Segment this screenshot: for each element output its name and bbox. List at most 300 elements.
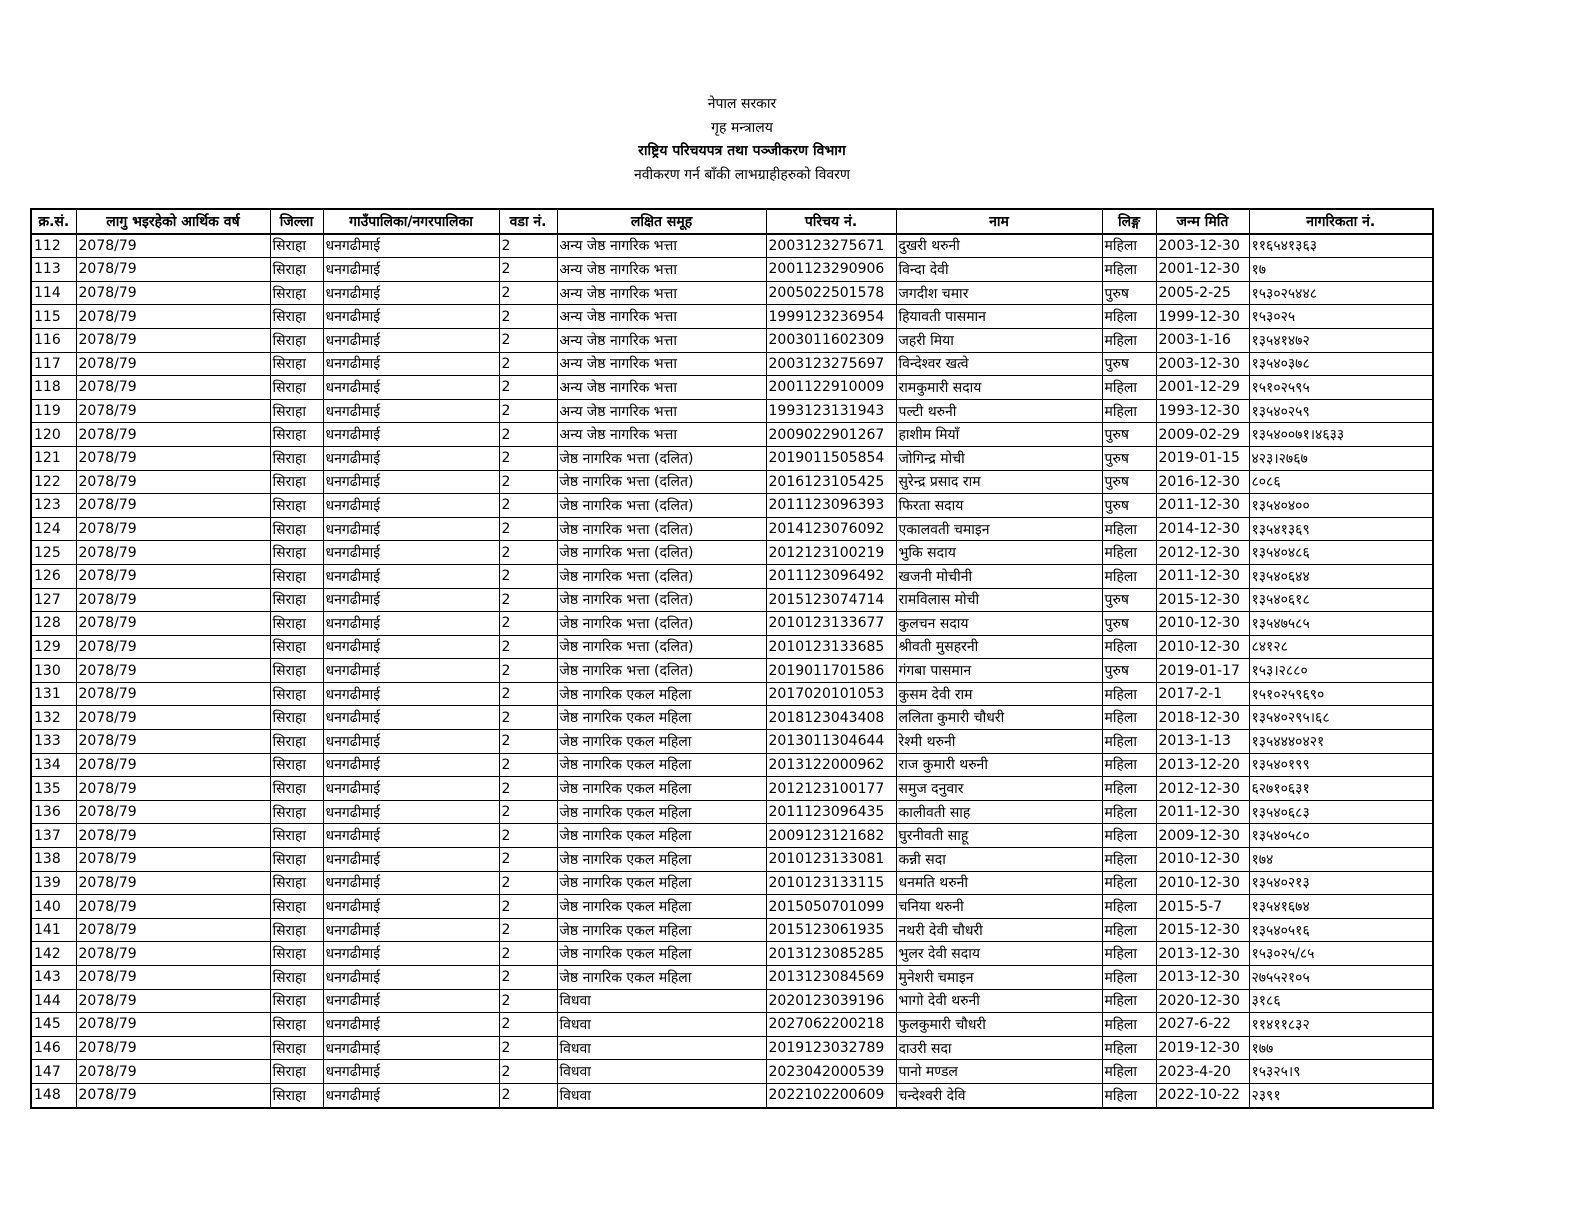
table-cell: १३५४०५१६ xyxy=(1249,918,1433,942)
table-cell: 2078/79 xyxy=(76,848,270,872)
table-cell: 146 xyxy=(31,1036,76,1060)
table-cell: 2015123061935 xyxy=(766,918,896,942)
table-cell: 2005-2-25 xyxy=(1156,281,1249,305)
table-cell: अन्य जेष्ठ नागरिक भत्ता xyxy=(557,376,766,400)
table-row xyxy=(31,1083,1433,1107)
table-cell: 2 xyxy=(499,470,557,494)
table-cell: 2013122000962 xyxy=(766,753,896,777)
table-cell: 2 xyxy=(499,564,557,588)
table-cell: 2 xyxy=(499,305,557,329)
table-cell: सिराहा xyxy=(270,1036,323,1060)
table-cell: 2009022901267 xyxy=(766,423,896,447)
table-cell: धनगढीमाई xyxy=(323,777,499,801)
table-cell: 119 xyxy=(31,399,76,423)
table-row xyxy=(31,446,1433,470)
table-cell: महिला xyxy=(1102,800,1156,824)
table-cell: कन्नी सदा xyxy=(896,848,1102,872)
table-cell: धनगढीमाई xyxy=(323,305,499,329)
table-row xyxy=(31,328,1433,352)
table-cell: विधवा xyxy=(557,1013,766,1037)
table-cell: 2 xyxy=(499,942,557,966)
table-cell: १५३०२५/८५ xyxy=(1249,942,1433,966)
table-cell: 139 xyxy=(31,871,76,895)
table-cell: 2 xyxy=(499,730,557,754)
table-cell: धनगढीमाई xyxy=(323,328,499,352)
table-cell: कुसम देवी राम xyxy=(896,682,1102,706)
table-cell: 2078/79 xyxy=(76,989,270,1013)
table-cell: 129 xyxy=(31,635,76,659)
table-cell: २७५५२१०५ xyxy=(1249,966,1433,990)
table-row xyxy=(31,777,1433,801)
table-cell: अन्य जेष्ठ नागरिक भत्ता xyxy=(557,305,766,329)
table-cell: 2016123105425 xyxy=(766,470,896,494)
table-cell: जेष्ठ नागरिक एकल महिला xyxy=(557,824,766,848)
table-cell: धनगढीमाई xyxy=(323,824,499,848)
table-cell: सिराहा xyxy=(270,1083,323,1107)
table-cell: 2015-12-30 xyxy=(1156,588,1249,612)
beneficiary-table xyxy=(30,208,1434,1109)
table-cell: जगदीश चमार xyxy=(896,281,1102,305)
table-cell: 2 xyxy=(499,376,557,400)
table-cell: अन्य जेष्ठ नागरिक भत्ता xyxy=(557,423,766,447)
table-cell: महिला xyxy=(1102,989,1156,1013)
table-row xyxy=(31,871,1433,895)
table-row xyxy=(31,541,1433,565)
table-cell: जेष्ठ नागरिक भत्ता (दलित) xyxy=(557,564,766,588)
table-cell: 2 xyxy=(499,446,557,470)
table-cell: महिला xyxy=(1102,234,1156,258)
table-cell: सिराहा xyxy=(270,895,323,919)
table-row xyxy=(31,966,1433,990)
table-cell: 2078/79 xyxy=(76,753,270,777)
table-cell: सिराहा xyxy=(270,564,323,588)
table-cell: 2078/79 xyxy=(76,682,270,706)
table-cell: 2078/79 xyxy=(76,446,270,470)
table-cell: धनगढीमाई xyxy=(323,753,499,777)
table-cell: 2015-5-7 xyxy=(1156,895,1249,919)
table-cell: महिला xyxy=(1102,1083,1156,1107)
table-cell: 2 xyxy=(499,659,557,683)
table-cell: जोगिन्द्र मोची xyxy=(896,446,1102,470)
table-cell: धनगढीमाई xyxy=(323,966,499,990)
table-cell: 2 xyxy=(499,541,557,565)
column-header: लागु भइरहेको आर्थिक वर्ष xyxy=(76,209,270,234)
table-cell: 2010123133685 xyxy=(766,635,896,659)
table-row xyxy=(31,588,1433,612)
table-row xyxy=(31,564,1433,588)
table-cell: 123 xyxy=(31,494,76,518)
table-cell: 141 xyxy=(31,918,76,942)
table-cell: सिराहा xyxy=(270,423,323,447)
table-cell: 1993-12-30 xyxy=(1156,399,1249,423)
table-cell: सिराहा xyxy=(270,635,323,659)
table-cell: भागो देवी थरुनी xyxy=(896,989,1102,1013)
table-cell: जेष्ठ नागरिक भत्ता (दलित) xyxy=(557,541,766,565)
table-cell: 2 xyxy=(499,895,557,919)
table-cell: कालीवती साह xyxy=(896,800,1102,824)
table-cell: १७७ xyxy=(1249,1036,1433,1060)
table-cell: 130 xyxy=(31,659,76,683)
table-cell: 2078/79 xyxy=(76,517,270,541)
table-cell: एकालवती चमाइन xyxy=(896,517,1102,541)
table-cell: १३५४०२१३ xyxy=(1249,871,1433,895)
table-cell: 142 xyxy=(31,942,76,966)
table-cell: सिराहा xyxy=(270,706,323,730)
table-cell: महिला xyxy=(1102,1036,1156,1060)
table-cell: धनगढीमाई xyxy=(323,588,499,612)
table-cell: १३५४०२५९ xyxy=(1249,399,1433,423)
header-report-title: नवीकरण गर्न बाँकी लाभग्राहीहरुको विवरण xyxy=(634,166,850,183)
table-cell: सिराहा xyxy=(270,352,323,376)
table-cell: 2011123096492 xyxy=(766,564,896,588)
table-cell: 112 xyxy=(31,234,76,258)
table-cell: 2003123275697 xyxy=(766,352,896,376)
table-cell: रामविलास मोची xyxy=(896,588,1102,612)
table-cell: 2078/79 xyxy=(76,470,270,494)
table-cell: विन्दा देवी xyxy=(896,258,1102,282)
table-cell: कुलचन सदाय xyxy=(896,612,1102,636)
table-cell: महिला xyxy=(1102,730,1156,754)
table-cell: धनगढीमाई xyxy=(323,682,499,706)
table-cell: धनगढीमाई xyxy=(323,612,499,636)
table-row xyxy=(31,494,1433,518)
table-cell: धनगढीमाई xyxy=(323,446,499,470)
table-cell: सिराहा xyxy=(270,399,323,423)
table-cell: 147 xyxy=(31,1060,76,1084)
table-cell: महिला xyxy=(1102,258,1156,282)
table-cell: 127 xyxy=(31,588,76,612)
table-cell: धनगढीमाई xyxy=(323,258,499,282)
table-cell: धनगढीमाई xyxy=(323,517,499,541)
table-cell: सिराहा xyxy=(270,730,323,754)
table-cell: धनगढीमाई xyxy=(323,423,499,447)
table-cell: 2003-12-30 xyxy=(1156,234,1249,258)
table-cell: भुकि सदाय xyxy=(896,541,1102,565)
table-cell: 2010-12-30 xyxy=(1156,635,1249,659)
table-cell: महिला xyxy=(1102,918,1156,942)
table-cell: ६२७१०६३१ xyxy=(1249,777,1433,801)
column-header: नाम xyxy=(896,209,1102,234)
table-cell: 2027062200218 xyxy=(766,1013,896,1037)
table-cell: महिला xyxy=(1102,942,1156,966)
table-row xyxy=(31,376,1433,400)
table-cell: श्रीवती मुसहरनी xyxy=(896,635,1102,659)
column-header: लिङ्ग xyxy=(1102,209,1156,234)
table-cell: सिराहा xyxy=(270,966,323,990)
table-cell: 2019123032789 xyxy=(766,1036,896,1060)
table-cell: धनगढीमाई xyxy=(323,635,499,659)
table-cell: 1993123131943 xyxy=(766,399,896,423)
table-cell: 2022102200609 xyxy=(766,1083,896,1107)
table-cell: 115 xyxy=(31,305,76,329)
table-cell: जेष्ठ नागरिक भत्ता (दलित) xyxy=(557,494,766,518)
table-cell: धनगढीमाई xyxy=(323,1036,499,1060)
table-cell: 2078/79 xyxy=(76,612,270,636)
table-cell: 138 xyxy=(31,848,76,872)
table-cell: १५१०२५९५ xyxy=(1249,376,1433,400)
table-cell: 2078/79 xyxy=(76,258,270,282)
table-cell: फुलकुमारी चौधरी xyxy=(896,1013,1102,1037)
table-cell: अन्य जेष्ठ नागरिक भत्ता xyxy=(557,399,766,423)
table-cell: १३५४०३७८ xyxy=(1249,352,1433,376)
table-cell: ११६५४१३६३ xyxy=(1249,234,1433,258)
table-cell: १३५४१३६९ xyxy=(1249,517,1433,541)
table-cell: सिराहा xyxy=(270,918,323,942)
table-cell: धनगढीमाई xyxy=(323,376,499,400)
table-row xyxy=(31,918,1433,942)
table-cell: 2019-01-15 xyxy=(1156,446,1249,470)
table-cell: गंगबा पासमान xyxy=(896,659,1102,683)
table-cell: धनगढीमाई xyxy=(323,281,499,305)
table-cell: १३५४१४७२ xyxy=(1249,328,1433,352)
table-cell: 2078/79 xyxy=(76,494,270,518)
table-cell: सिराहा xyxy=(270,753,323,777)
table-cell: 113 xyxy=(31,258,76,282)
table-cell: 2078/79 xyxy=(76,1036,270,1060)
table-cell: 2009-02-29 xyxy=(1156,423,1249,447)
table-row xyxy=(31,281,1433,305)
table-cell: महिला xyxy=(1102,706,1156,730)
table-cell: महिला xyxy=(1102,328,1156,352)
table-cell: पुरुष xyxy=(1102,423,1156,447)
table-cell: दुखरी थरुनी xyxy=(896,234,1102,258)
table-cell: हाशीम मियाँ xyxy=(896,423,1102,447)
table-cell: 2078/79 xyxy=(76,966,270,990)
table-cell: 2003-12-30 xyxy=(1156,352,1249,376)
table-cell: जेष्ठ नागरिक भत्ता (दलित) xyxy=(557,659,766,683)
table-cell: जेष्ठ नागरिक एकल महिला xyxy=(557,706,766,730)
table-cell: 2016-12-30 xyxy=(1156,470,1249,494)
table-cell: 2 xyxy=(499,612,557,636)
table-cell: 2 xyxy=(499,706,557,730)
table-cell: पुरुष xyxy=(1102,446,1156,470)
table-cell: सिराहा xyxy=(270,376,323,400)
table-cell: १५३।२८८० xyxy=(1249,659,1433,683)
table-cell: महिला xyxy=(1102,376,1156,400)
table-cell: महिला xyxy=(1102,305,1156,329)
table-cell: सिराहा xyxy=(270,989,323,1013)
table-row xyxy=(31,258,1433,282)
table-cell: जेष्ठ नागरिक एकल महिला xyxy=(557,800,766,824)
table-cell: ८४१२८ xyxy=(1249,635,1433,659)
table-cell: महिला xyxy=(1102,871,1156,895)
table-cell: धनगढीमाई xyxy=(323,730,499,754)
table-cell: महिला xyxy=(1102,848,1156,872)
table-row xyxy=(31,470,1433,494)
table-cell: 148 xyxy=(31,1083,76,1107)
table-cell: 2014-12-30 xyxy=(1156,517,1249,541)
table-cell: 118 xyxy=(31,376,76,400)
table-cell: 2078/79 xyxy=(76,234,270,258)
table-cell: धनगढीमाई xyxy=(323,1083,499,1107)
table-cell: महिला xyxy=(1102,635,1156,659)
table-cell: 2003011602309 xyxy=(766,328,896,352)
table-cell: 2078/79 xyxy=(76,871,270,895)
table-cell: भुलर देवी सदाय xyxy=(896,942,1102,966)
table-cell: अन्य जेष्ठ नागरिक भत्ता xyxy=(557,352,766,376)
table-cell: 2078/79 xyxy=(76,281,270,305)
table-cell: १७ xyxy=(1249,258,1433,282)
table-cell: 2078/79 xyxy=(76,635,270,659)
table-cell: 2010123133677 xyxy=(766,612,896,636)
table-cell: महिला xyxy=(1102,682,1156,706)
table-cell: 2078/79 xyxy=(76,352,270,376)
table-cell: ४२३।२७६७ xyxy=(1249,446,1433,470)
table-cell: विधवा xyxy=(557,1036,766,1060)
table-cell: 2 xyxy=(499,824,557,848)
table-cell: चनिया थरुनी xyxy=(896,895,1102,919)
table-cell: 2 xyxy=(499,635,557,659)
table-cell: पुरुष xyxy=(1102,352,1156,376)
table-row xyxy=(31,517,1433,541)
table-cell: 2 xyxy=(499,258,557,282)
table-cell: सिराहा xyxy=(270,777,323,801)
table-cell: सिराहा xyxy=(270,328,323,352)
table-cell: सिराहा xyxy=(270,942,323,966)
table-cell: पल्टी थरुनी xyxy=(896,399,1102,423)
table-cell: सिराहा xyxy=(270,234,323,258)
table-cell: पुरुष xyxy=(1102,659,1156,683)
table-cell: 2003123275671 xyxy=(766,234,896,258)
table-cell: 2013-1-13 xyxy=(1156,730,1249,754)
table-row xyxy=(31,1060,1433,1084)
table-cell: 2 xyxy=(499,588,557,612)
table-cell: 2078/79 xyxy=(76,588,270,612)
table-cell: 2010123133115 xyxy=(766,871,896,895)
table-cell: १५३०२५४४८ xyxy=(1249,281,1433,305)
table-cell: 2 xyxy=(499,399,557,423)
table-cell: जेष्ठ नागरिक एकल महिला xyxy=(557,682,766,706)
table-cell: विधवा xyxy=(557,1060,766,1084)
table-cell: 2078/79 xyxy=(76,423,270,447)
table-cell: 2001123290906 xyxy=(766,258,896,282)
table-row xyxy=(31,942,1433,966)
column-header: जन्म मिति xyxy=(1156,209,1249,234)
table-cell: 2 xyxy=(499,989,557,1013)
table-cell: १५३२५।९ xyxy=(1249,1060,1433,1084)
table-cell: 2013123084569 xyxy=(766,966,896,990)
table-cell: 2005022501578 xyxy=(766,281,896,305)
table-cell: अन्य जेष्ठ नागरिक भत्ता xyxy=(557,281,766,305)
table-cell: महिला xyxy=(1102,895,1156,919)
table-cell: खजनी मोचीनी xyxy=(896,564,1102,588)
table-cell: 2001122910009 xyxy=(766,376,896,400)
table-row xyxy=(31,423,1433,447)
table-cell: १३५४०६४४ xyxy=(1249,564,1433,588)
table-cell: १३५४१६७४ xyxy=(1249,895,1433,919)
table-cell: 2078/79 xyxy=(76,1060,270,1084)
table-cell: महिला xyxy=(1102,966,1156,990)
table-cell: 2078/79 xyxy=(76,305,270,329)
table-cell: १५१०२५९६९० xyxy=(1249,682,1433,706)
table-cell: सिराहा xyxy=(270,1013,323,1037)
table-cell: 2011-12-30 xyxy=(1156,564,1249,588)
table-cell: सिराहा xyxy=(270,588,323,612)
table-row xyxy=(31,1013,1433,1037)
table-cell: धनगढीमाई xyxy=(323,918,499,942)
table-cell: राज कुमारी थरुनी xyxy=(896,753,1102,777)
table-cell: पुरुष xyxy=(1102,612,1156,636)
table-cell: 2023-4-20 xyxy=(1156,1060,1249,1084)
table-cell: अन्य जेष्ठ नागरिक भत्ता xyxy=(557,258,766,282)
table-cell: जेष्ठ नागरिक एकल महिला xyxy=(557,848,766,872)
table-cell: पुरुष xyxy=(1102,588,1156,612)
table-cell: ११४११८३२ xyxy=(1249,1013,1433,1037)
table-cell: महिला xyxy=(1102,1013,1156,1037)
table-cell: 2010-12-30 xyxy=(1156,612,1249,636)
header-department: राष्ट्रिय परिचयपत्र तथा पञ्जीकरण विभाग xyxy=(638,143,846,159)
table-cell: पुरुष xyxy=(1102,470,1156,494)
table-cell: महिला xyxy=(1102,753,1156,777)
table-cell: 2011-12-30 xyxy=(1156,800,1249,824)
table-cell: 2078/79 xyxy=(76,824,270,848)
table-row xyxy=(31,399,1433,423)
column-header: परिचय नं. xyxy=(766,209,896,234)
table-cell: 2 xyxy=(499,918,557,942)
table-cell: ८०८६ xyxy=(1249,470,1433,494)
table-cell: धनगढीमाई xyxy=(323,541,499,565)
table-cell: धनगढीमाई xyxy=(323,470,499,494)
table-cell: धनगढीमाई xyxy=(323,399,499,423)
table-cell: जेष्ठ नागरिक एकल महिला xyxy=(557,730,766,754)
table-cell: जेष्ठ नागरिक भत्ता (दलित) xyxy=(557,635,766,659)
table-cell: ३१८६ xyxy=(1249,989,1433,1013)
table-cell: 144 xyxy=(31,989,76,1013)
table-cell: 2 xyxy=(499,1013,557,1037)
table-cell: दाउरी सदा xyxy=(896,1036,1102,1060)
table-cell: 2078/79 xyxy=(76,541,270,565)
table-row xyxy=(31,612,1433,636)
table-cell: 2 xyxy=(499,1060,557,1084)
column-header: वडा नं. xyxy=(499,209,557,234)
table-cell: 2 xyxy=(499,517,557,541)
table-row xyxy=(31,659,1433,683)
table-cell: 2 xyxy=(499,871,557,895)
table-cell: 2 xyxy=(499,352,557,376)
table-cell: विन्देश्वर खत्वे xyxy=(896,352,1102,376)
table-cell: 2 xyxy=(499,682,557,706)
table-cell: 2017-2-1 xyxy=(1156,682,1249,706)
table-cell: धनगढीमाई xyxy=(323,234,499,258)
table-cell: १३५४००७१।४६३३ xyxy=(1249,423,1433,447)
table-cell: जेष्ठ नागरिक भत्ता (दलित) xyxy=(557,612,766,636)
table-cell: धनगढीमाई xyxy=(323,942,499,966)
table-cell: 125 xyxy=(31,541,76,565)
table-cell: जेष्ठ नागरिक एकल महिला xyxy=(557,918,766,942)
table-cell: 2018-12-30 xyxy=(1156,706,1249,730)
table-cell: 116 xyxy=(31,328,76,352)
table-cell: १५३०२५ xyxy=(1249,305,1433,329)
table-cell: धनगढीमाई xyxy=(323,895,499,919)
header-government: नेपाल सरकार xyxy=(707,96,777,112)
table-cell: १३५४०५८० xyxy=(1249,824,1433,848)
table-cell: घुरनीवती साहू xyxy=(896,824,1102,848)
table-row xyxy=(31,989,1433,1013)
table-cell: 143 xyxy=(31,966,76,990)
table-cell: पानो मण्डल xyxy=(896,1060,1102,1084)
table-cell: 135 xyxy=(31,777,76,801)
table-cell: 2019011701586 xyxy=(766,659,896,683)
table-cell: धनगढीमाई xyxy=(323,800,499,824)
table-cell: 2003-1-16 xyxy=(1156,328,1249,352)
table-cell: रेश्मी थरुनी xyxy=(896,730,1102,754)
table-cell: 2001-12-29 xyxy=(1156,376,1249,400)
table-cell: जेष्ठ नागरिक भत्ता (दलित) xyxy=(557,588,766,612)
table-cell: सिराहा xyxy=(270,305,323,329)
table-cell: सिराहा xyxy=(270,848,323,872)
table-cell: 2013-12-20 xyxy=(1156,753,1249,777)
table-cell: हियावती पासमान xyxy=(896,305,1102,329)
